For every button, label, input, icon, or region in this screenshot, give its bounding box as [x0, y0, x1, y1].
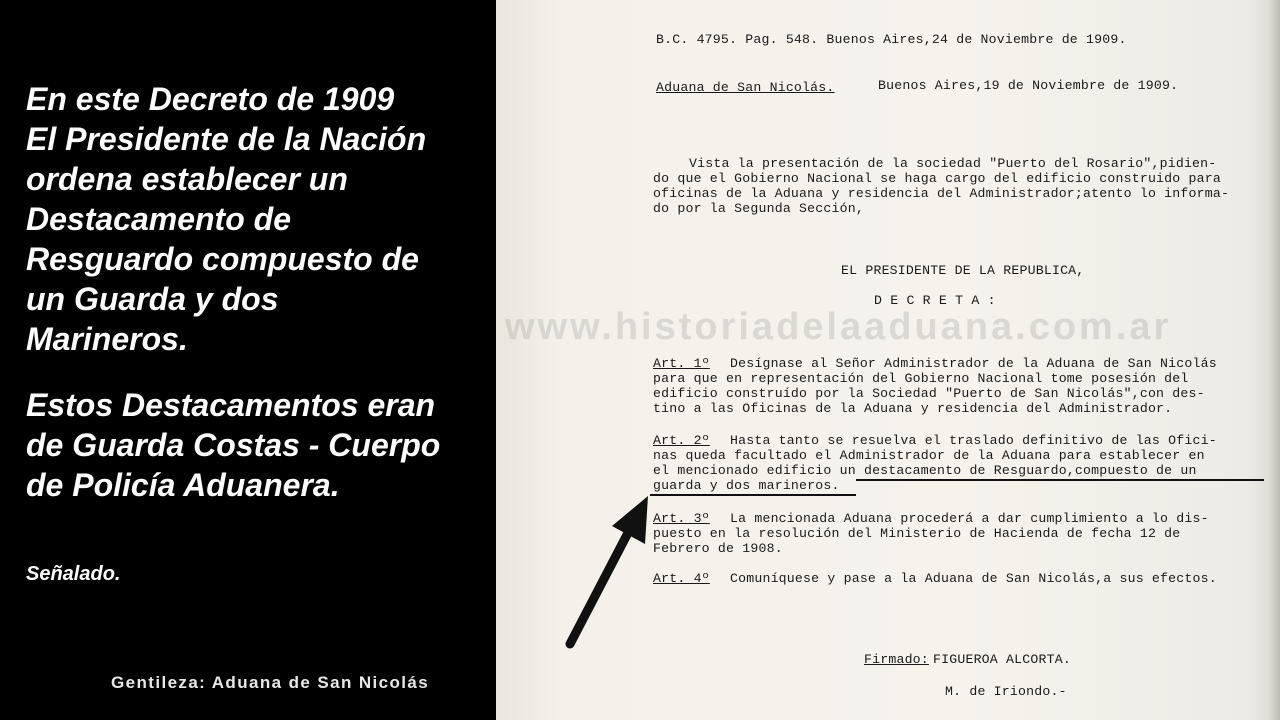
caption-line: El Presidente de la Nación [26, 121, 427, 157]
caption-text [26, 79, 496, 505]
caption-line: un Guarda y dos [26, 281, 279, 317]
credit-text: Gentileza: Aduana de San Nicolás [111, 673, 430, 692]
article-line: guarda y dos marineros. [653, 478, 840, 493]
watermark: www.historiadelaaduana.com.ar [505, 306, 1172, 348]
highlight-underline [856, 479, 1264, 481]
caption-line: Estos Destacamentos eran [26, 387, 436, 423]
document-reference: Aduana de San Nicolás. [656, 80, 835, 95]
document-reference-date: Buenos Aires,19 de Noviembre de 1909. [878, 78, 1179, 93]
article-label: Art. 4º [653, 571, 710, 586]
caption-line: de Policía Aduanera. [26, 467, 340, 503]
article-line: tino a las Oficinas de la Aduana y residencia del Administrador. [653, 401, 1173, 416]
caption-line: Destacamento de [26, 201, 291, 237]
article-line: nas queda facultado el Administrador de la Aduana para establecer en [653, 448, 1205, 463]
page-edge [1268, 0, 1280, 720]
article-label: Art. 1º [653, 356, 710, 371]
article-label: Art. 2º [653, 433, 710, 448]
article-line: Desígnase al Señor Administrador de la Aduana de San Nicolás [730, 356, 1217, 371]
article-line: edificio construído por la Sociedad "Puerto de San Nicolás",con des- [653, 386, 1205, 401]
caption-panel [0, 0, 496, 720]
highlight-underline [650, 494, 856, 496]
article-label: Art. 3º [653, 511, 710, 526]
article-line: La mencionada Aduana procederá a dar cumplimiento a lo dis- [730, 511, 1209, 526]
article-line: Hasta tanto se resuelva el traslado definitivo de las Ofici- [730, 433, 1217, 448]
document-header: B.C. 4795. Pag. 548. Buenos Aires,24 de Noviembre de 1909. [656, 32, 1127, 47]
preamble-line: do por la Segunda Sección, [653, 201, 864, 216]
caption-line: ordena establecer un [26, 161, 348, 197]
preamble-line: oficinas de la Aduana y residencia del Administrador;atento lo informa- [653, 186, 1230, 201]
caption-line: Resguardo compuesto de [26, 241, 419, 277]
article-line: Comuníquese y pase a la Aduana de San Nicolás,a sus efectos. [730, 571, 1217, 586]
highlight-note: Señalado. [26, 563, 121, 585]
article-line: para que en representación del Gobierno Nacional tome posesión del [653, 371, 1189, 386]
caption-line: En este Decreto de 1909 [26, 81, 395, 117]
signed-label: Firmado: [864, 652, 929, 667]
article-line: puesto en la resolución del Ministerio de Hacienda de fecha 12 de [653, 526, 1181, 541]
countersignature: M. de Iriondo.- [945, 684, 1067, 699]
caption-line: de Guarda Costas - Cuerpo [26, 427, 441, 463]
article-line: el mencionado edificio un destacamento de Resguardo,compuesto de un [653, 463, 1197, 478]
authority-heading: EL PRESIDENTE DE LA REPUBLICA, [841, 263, 1085, 278]
caption-line: Marineros. [26, 321, 188, 357]
decreta-heading: D E C R E T A : [874, 293, 996, 308]
article-line: Febrero de 1908. [653, 541, 783, 556]
signed-name: FIGUEROA ALCORTA. [933, 652, 1071, 667]
pointer-arrow-icon [560, 494, 660, 654]
preamble-line: do que el Gobierno Nacional se haga cargo del edificio construido para [653, 171, 1221, 186]
caption-spacer [26, 359, 496, 385]
preamble-line: Vista la presentación de la sociedad "Puerto del Rosario",pidien- [689, 156, 1217, 171]
